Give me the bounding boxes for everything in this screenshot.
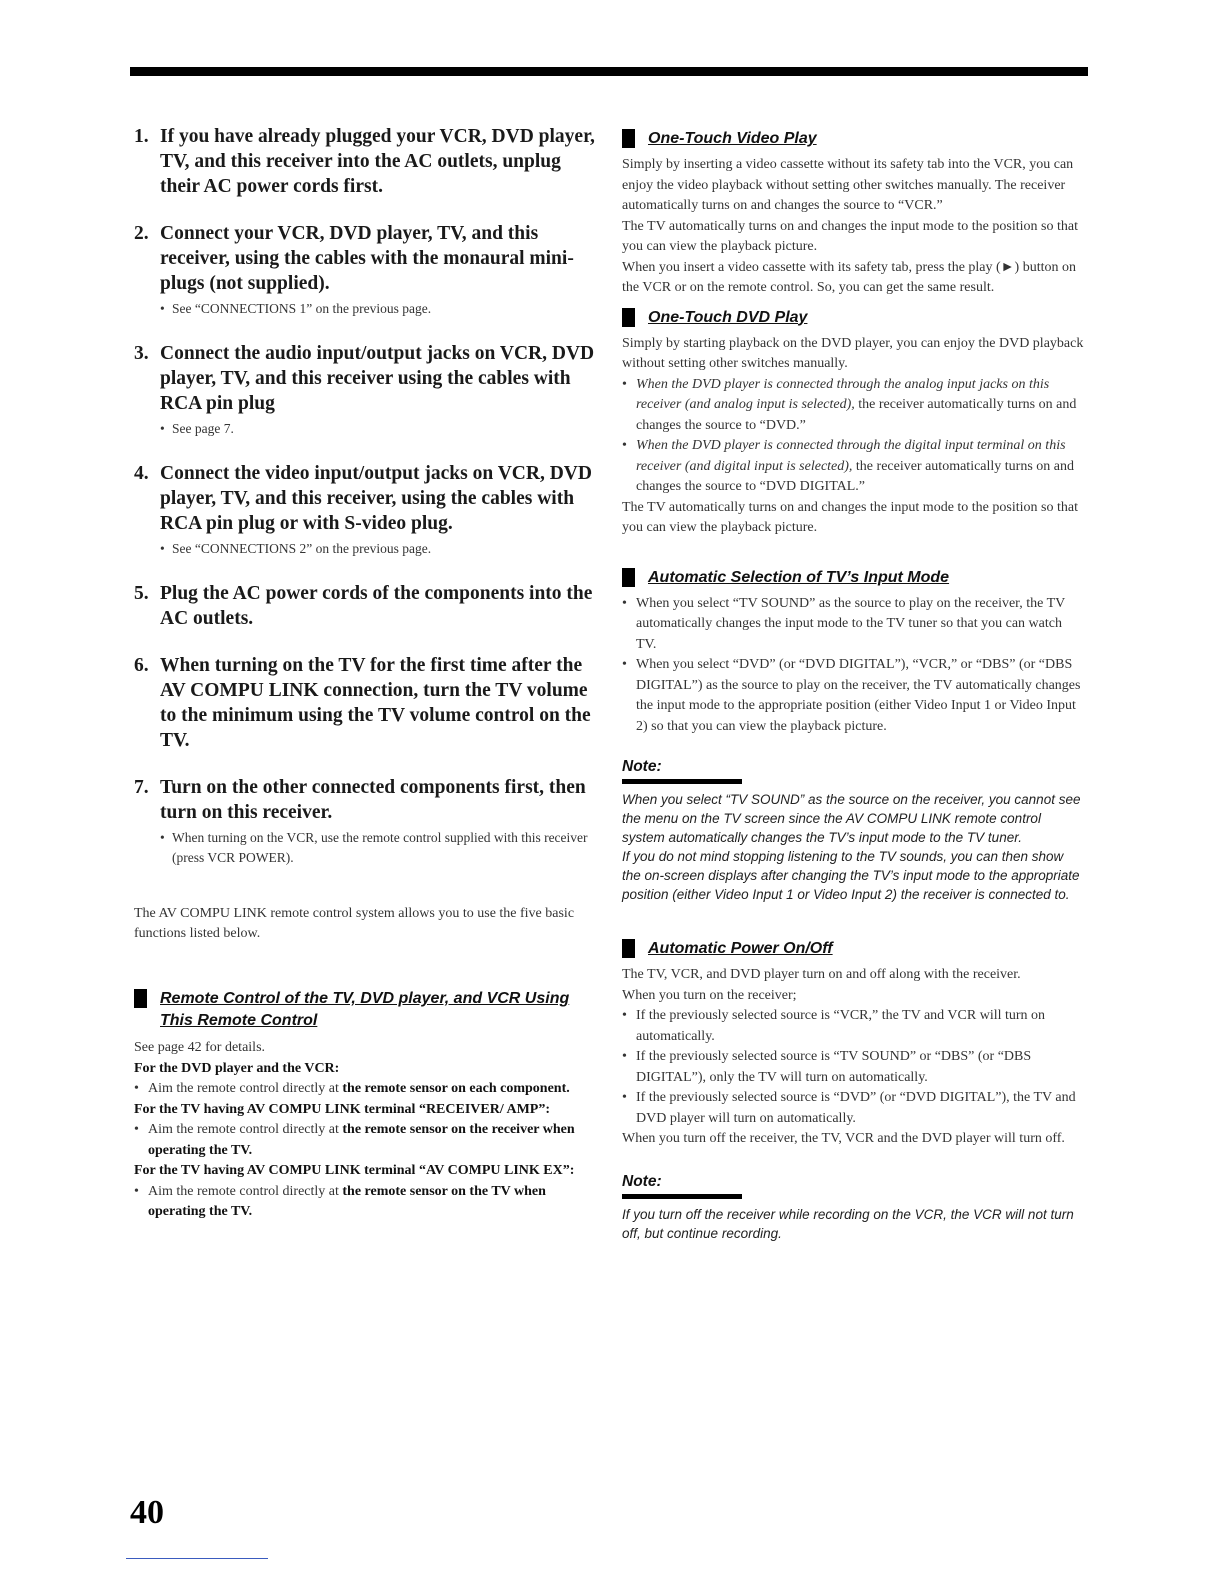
step-title: Turn on the other connected components first, then turn on this receiver. [160, 777, 586, 823]
note-box [622, 1172, 1084, 1243]
section-title: One-Touch Video Play [648, 130, 817, 147]
step-number: 2. [134, 223, 149, 244]
section-heading-auto-input [622, 567, 1084, 589]
list-item: • When the DVD player is connected through the analog input jacks on this receiver (and analog input is selected), the receiver automatically turns on and changes the source to “DVD.” [622, 375, 1084, 437]
paragraph: Simply by starting playback on the DVD player, you can enjoy the DVD playback without setting other switches manually. [622, 335, 1084, 371]
list-item: • Aim the remote control directly at the remote sensor on the receiver when operating the TV. [134, 1120, 598, 1161]
page-number: 40 [130, 1494, 164, 1531]
section-marker-icon [622, 568, 635, 587]
paragraph: The TV automatically turns on and changes the input mode to the position so that you can view the playback picture. [622, 499, 1078, 535]
paragraph: The TV, VCR, and DVD player turn on and off along with the receiver. [622, 967, 1021, 982]
step-3 [134, 341, 598, 439]
subheading: For the TV having AV COMPU LINK terminal “RECEIVER/ AMP”: [134, 1101, 551, 1117]
step-title: Connect the audio input/output jacks on VCR, DVD player, TV, and this receiver using the cables with RCA pin plug [160, 343, 595, 414]
section-marker-icon [622, 308, 635, 327]
note-box [622, 757, 1084, 904]
paragraph: When you turn off the receiver, the TV, VCR and the DVD player will turn off. [622, 1131, 1065, 1146]
list-item: • Aim the remote control directly at the remote sensor on each component. [134, 1079, 598, 1100]
section-marker-icon [622, 129, 635, 148]
top-rule [130, 67, 1088, 76]
bottom-rule [126, 1558, 268, 1559]
paragraph: When you insert a video cassette with its safety tab, press the play (►) button on the VCR or on the remote control. So, you can get the same result. [622, 259, 1076, 295]
intro-paragraph: The AV COMPU LINK remote control system allows you to use the five basic functions listed below. [134, 906, 575, 941]
section-heading-dvd [622, 307, 1084, 329]
list-item: • When you select “DVD” (or “DVD DIGITAL”), “VCR,” or “DBS” (or “DBS DIGITAL”) as the source to play on the receiver, the TV automatically changes the input mode to the appropriate position (either Video Input 1 or Video Input 2) so that you can view the playback picture. [622, 655, 1084, 737]
step-number: 5. [134, 583, 149, 604]
list-item: • If the previously selected source is “TV SOUND” or “DBS” (or “DBS DIGITAL”), only the TV will turn on automatically. [622, 1047, 1084, 1088]
step-note: See page 7. [172, 421, 234, 436]
section-heading-video [622, 128, 1084, 150]
list-item: • When the DVD player is connected through the digital input terminal on this receiver (and digital input is selected), the receiver automatically turns on and changes the source to “DVD DIGITAL.” [622, 436, 1084, 498]
left-column [134, 124, 598, 1223]
note-text: If you turn off the receiver while recording on the VCR, the VCR will not turn off, but continue recording. [622, 1206, 1074, 1241]
section-heading-auto-power [622, 938, 1084, 960]
section-marker-icon [622, 939, 635, 958]
step-note: See “CONNECTIONS 2” on the previous page. [172, 541, 432, 556]
section-title: One-Touch DVD Play [648, 308, 808, 326]
step-6 [134, 653, 598, 753]
note-text: When you select “TV SOUND” as the source on the receiver, you cannot see the menu on the TV screen since the AV COMPU LINK remote control system automatically changes the TV’s input mode to the TV tuner. [622, 792, 1081, 845]
paragraph: The TV automatically turns on and changes the input mode to the position so that you can view the playback picture. [622, 218, 1078, 254]
step-number: 7. [134, 777, 149, 798]
step-title: Connect the video input/output jacks on VCR, DVD player, TV, and this receiver, using the cables with RCA pin plug or with S-video plug. [160, 463, 592, 534]
right-column [622, 128, 1084, 1243]
list-item: • If the previously selected source is “VCR,” the TV and VCR will turn on automatically. [622, 1006, 1084, 1047]
step-note: See “CONNECTIONS 1” on the previous page. [172, 301, 432, 316]
section-title: Remote Control of the TV, DVD player, and VCR Using This Remote Control [160, 990, 570, 1029]
step-title: Plug the AC power cords of the components into the AC outlets. [160, 583, 593, 629]
step-1 [134, 124, 598, 199]
step-5 [134, 581, 598, 631]
section-title: Automatic Power On/Off [648, 940, 833, 957]
note-label: Note: [622, 757, 742, 784]
step-number: 1. [134, 126, 149, 147]
step-title: When turning on the TV for the first time after the AV COMPU LINK connection, turn the TV volume to the minimum using the TV volume control on the TV. [160, 655, 591, 751]
step-number: 6. [134, 655, 149, 676]
step-note: When turning on the VCR, use the remote control supplied with this receiver (press VCR POWER). [172, 830, 588, 865]
list-item: • If the previously selected source is “DVD” (or “DVD DIGITAL”), the TV and DVD player will turn on automatically. [622, 1088, 1084, 1129]
section-heading-remote [134, 988, 598, 1032]
step-7 [134, 775, 598, 868]
step-title: If you have already plugged your VCR, DVD player, TV, and this receiver into the AC outlets, unplug their AC power cords first. [160, 126, 595, 197]
step-title: Connect your VCR, DVD player, TV, and this receiver, using the cables with the monaural mini-plugs (not supplied). [160, 223, 574, 294]
step-4 [134, 461, 598, 559]
list-item: • When you select “TV SOUND” as the source to play on the receiver, the TV automatically changes the input mode to the TV tuner so that you can watch TV. [622, 594, 1084, 656]
note-text: If you do not mind stopping listening to the TV sounds, you can then show the on-screen displays after changing the TV’s input mode to the appropriate position (either Video Input 1 or Video Input 2) the receiver is connected to. [622, 849, 1080, 902]
section-title: Automatic Selection of TV’s Input Mode [648, 568, 950, 586]
step-number: 4. [134, 463, 149, 484]
step-number: 3. [134, 343, 149, 364]
note-label: Note: [622, 1172, 742, 1199]
list-item: • Aim the remote control directly at the remote sensor on the TV when operating the TV. [134, 1182, 598, 1223]
section-marker-icon [134, 989, 147, 1008]
paragraph: When you turn on the receiver; [622, 987, 797, 1003]
step-2 [134, 221, 598, 319]
paragraph: Simply by inserting a video cassette without its safety tab into the VCR, you can enjoy the video playback without setting other switches manually. The receiver automatically turns on and changes the source to “VCR.” [622, 157, 1074, 213]
subheading: For the DVD player and the VCR: [134, 1060, 340, 1076]
paragraph: See page 42 for details. [134, 1040, 266, 1055]
subheading: For the TV having AV COMPU LINK terminal “AV COMPU LINK EX”: [134, 1163, 575, 1178]
